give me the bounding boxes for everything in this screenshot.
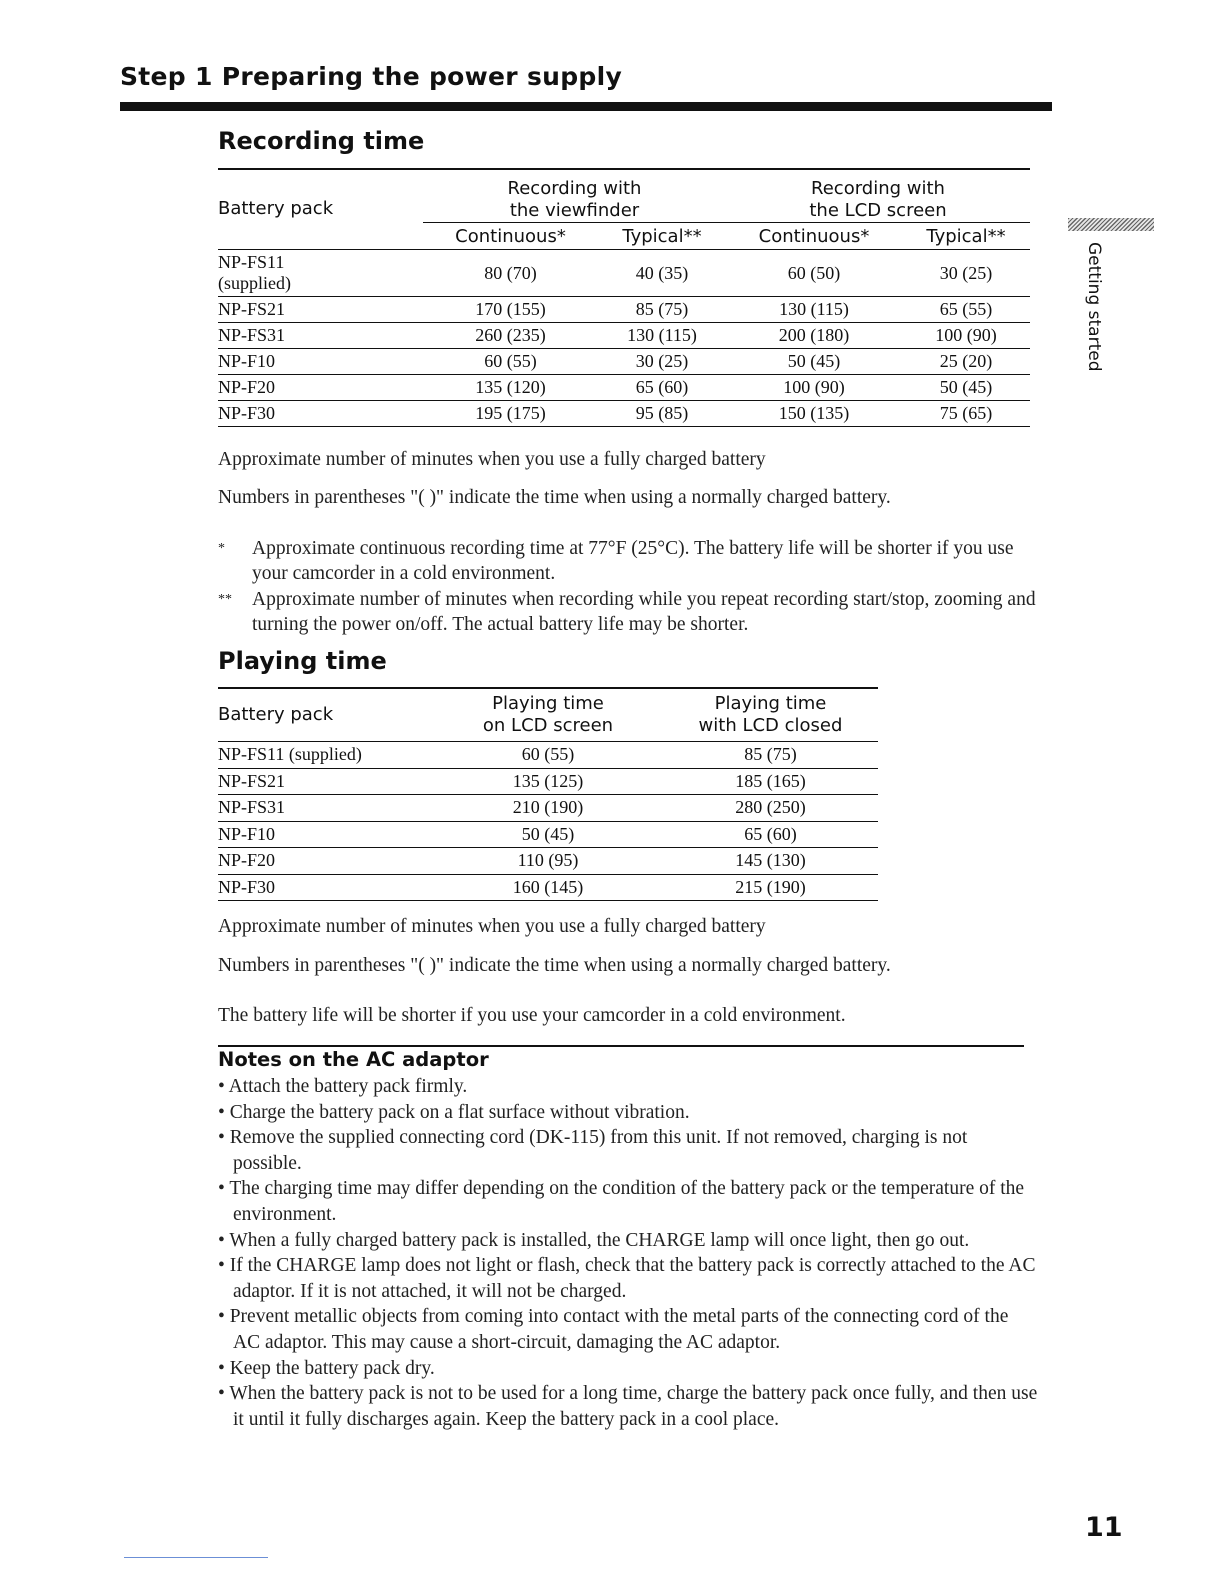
battery-pack-name: NP-FS11 xyxy=(218,252,285,272)
value-cell: 210 (190) xyxy=(433,795,663,822)
value-cell: 160 (145) xyxy=(433,874,663,901)
value-cell: 25 (20) xyxy=(902,349,1030,375)
battery-pack-cell: NP-F10 xyxy=(218,821,433,848)
value-cell: 200 (180) xyxy=(726,323,902,349)
recording-note-parentheses: Numbers in parentheses "( )" indicate the time when using a normally charged battery. xyxy=(218,487,891,508)
col-header-typical-lcd: Typical** xyxy=(902,223,1030,250)
battery-pack-cell: NP-FS31 xyxy=(218,795,433,822)
battery-pack-supplied: (supplied) xyxy=(218,273,291,293)
list-item: • Charge the battery pack on a flat surface without vibration. xyxy=(218,1101,690,1123)
battery-pack-cell xyxy=(218,250,423,297)
value-cell: 185 (165) xyxy=(663,768,878,795)
value-cell: 150 (135) xyxy=(726,401,902,427)
footnote-1-mark: * xyxy=(218,541,225,556)
col-header-continuous-lcd: Continuous* xyxy=(726,223,902,250)
table-row xyxy=(218,821,878,848)
col-header-battery-pack: Battery pack xyxy=(218,197,334,219)
side-tab-label xyxy=(1080,242,1106,382)
recording-footnote-1 xyxy=(218,536,1048,586)
playing-time-title: Playing time xyxy=(218,647,387,675)
value-cell: 65 (55) xyxy=(902,297,1030,323)
value-cell: 50 (45) xyxy=(902,375,1030,401)
value-cell: 30 (25) xyxy=(902,250,1030,297)
value-cell: 130 (115) xyxy=(726,297,902,323)
table-row xyxy=(218,297,1030,323)
table-row xyxy=(218,795,878,822)
list-item: • When the battery pack is not to be used for a long time, charge the battery pack once fully, and then use it until it fully discharges again. Keep the battery pack in a cool place. xyxy=(218,1383,1038,1430)
table-row xyxy=(218,742,878,769)
value-cell: 145 (130) xyxy=(663,848,878,875)
list-item: • Attach the battery pack firmly. xyxy=(218,1076,468,1097)
col-header-lcd-screen xyxy=(433,688,663,742)
value-cell: 135 (125) xyxy=(433,768,663,795)
col-header-battery-pack: Battery pack xyxy=(218,688,433,742)
value-cell: 30 (25) xyxy=(598,349,726,375)
recording-time-title: Recording time xyxy=(218,127,425,155)
value-cell: 85 (75) xyxy=(663,742,878,769)
value-cell: 50 (45) xyxy=(433,821,663,848)
table-row xyxy=(218,768,878,795)
col-header-typical-viewfinder: Typical** xyxy=(598,223,726,250)
col-group-viewfinder xyxy=(423,169,726,223)
value-cell: 135 (120) xyxy=(423,375,598,401)
list-item: • Prevent metallic objects from coming into contact with the metal parts of the connecting cord of the AC adaptor. This may cause a short-circuit, damaging the AC adaptor. xyxy=(218,1306,1009,1353)
col-header-lcd-closed xyxy=(663,688,878,742)
value-cell: 100 (90) xyxy=(726,375,902,401)
value-cell: 65 (60) xyxy=(598,375,726,401)
col-group-lcd-line1: Recording with xyxy=(811,178,945,199)
battery-pack-cell: NP-F30 xyxy=(218,401,423,427)
footnote-2-text: Approximate number of minutes when recording while you repeat recording start/stop, zooming and turning the power on/off. The actual battery life may be shorter. xyxy=(252,589,1036,635)
value-cell: 280 (250) xyxy=(663,795,878,822)
recording-time-table xyxy=(218,168,1030,427)
playing-note-parentheses: Numbers in parentheses "( )" indicate the time when using a normally charged battery. xyxy=(218,955,891,976)
notes-title: Notes on the AC adaptor xyxy=(218,1048,489,1071)
table-row xyxy=(218,401,1030,427)
value-cell: 75 (65) xyxy=(902,401,1030,427)
col-header-lcd-closed-line2: with LCD closed xyxy=(698,715,843,736)
value-cell: 100 (90) xyxy=(902,323,1030,349)
value-cell: 170 (155) xyxy=(423,297,598,323)
col-group-viewfinder-line2: the viewfinder xyxy=(509,200,640,221)
col-header-lcd-screen-line2: on LCD screen xyxy=(482,715,614,736)
value-cell: 60 (55) xyxy=(423,349,598,375)
battery-pack-cell: NP-FS21 xyxy=(218,297,423,323)
battery-pack-cell: NP-F30 xyxy=(218,874,433,901)
battery-pack-cell: NP-F10 xyxy=(218,349,423,375)
col-header-continuous-viewfinder: Continuous* xyxy=(423,223,598,250)
col-group-lcd xyxy=(726,169,1030,223)
footnote-1-text: Approximate continuous recording time at 77°F (25°C). The battery life will be shorter if you use your camcorder in a cold environment. xyxy=(252,538,1014,584)
value-cell: 85 (75) xyxy=(598,297,726,323)
value-cell: 65 (60) xyxy=(663,821,878,848)
side-tab-hatch xyxy=(1068,218,1154,231)
list-item: • When a fully charged battery pack is installed, the CHARGE lamp will once light, then go out. xyxy=(218,1229,970,1251)
value-cell: 195 (175) xyxy=(423,401,598,427)
col-group-lcd-line2: the LCD screen xyxy=(809,200,947,221)
battery-pack-cell: NP-F20 xyxy=(218,848,433,875)
table-row xyxy=(218,349,1030,375)
notes-rule xyxy=(218,1045,1024,1047)
value-cell: 130 (115) xyxy=(598,323,726,349)
col-header-lcd-screen-line1: Playing time xyxy=(492,693,604,714)
page-number: 11 xyxy=(1085,1512,1123,1543)
value-cell: 60 (50) xyxy=(726,250,902,297)
header-rule xyxy=(120,102,1052,111)
table-row xyxy=(218,848,878,875)
value-cell: 60 (55) xyxy=(433,742,663,769)
value-cell: 50 (45) xyxy=(726,349,902,375)
list-item: • If the CHARGE lamp does not light or flash, check that the battery pack is correctly attached to the AC adaptor. If it is not attached, it will not be charged. xyxy=(218,1255,1036,1302)
battery-pack-cell: NP-FS21 xyxy=(218,768,433,795)
battery-pack-cell: NP-FS31 xyxy=(218,323,423,349)
recording-footnote-2 xyxy=(218,587,1048,637)
table-row xyxy=(218,375,1030,401)
value-cell: 95 (85) xyxy=(598,401,726,427)
playing-time-table xyxy=(218,687,878,901)
bottom-link-line xyxy=(124,1557,268,1558)
value-cell: 40 (35) xyxy=(598,250,726,297)
battery-pack-cell: NP-F20 xyxy=(218,375,423,401)
value-cell: 260 (235) xyxy=(423,323,598,349)
list-item: • The charging time may differ depending on the condition of the battery pack or the temperature of the environment. xyxy=(218,1178,1025,1225)
playing-note-fully-charged: Approximate number of minutes when you use a fully charged battery xyxy=(218,916,766,937)
recording-note-fully-charged: Approximate number of minutes when you use a fully charged battery xyxy=(218,449,766,470)
footnote-2-mark: ** xyxy=(218,592,232,607)
list-item: • Remove the supplied connecting cord (DK-115) from this unit. If not removed, charging is not possible. xyxy=(218,1127,968,1174)
table-row xyxy=(218,250,1030,297)
notes-list xyxy=(218,1074,1038,1432)
value-cell: 110 (95) xyxy=(433,848,663,875)
col-header-lcd-closed-line1: Playing time xyxy=(714,693,827,714)
table-row xyxy=(218,874,878,901)
col-group-viewfinder-line1: Recording with xyxy=(507,178,642,199)
playing-note-cold: The battery life will be shorter if you use your camcorder in a cold environment. xyxy=(218,1005,846,1026)
value-cell: 215 (190) xyxy=(663,874,878,901)
value-cell: 80 (70) xyxy=(423,250,598,297)
battery-pack-cell: NP-FS11 (supplied) xyxy=(218,742,433,769)
page-header: Step 1 Preparing the power supply xyxy=(120,62,623,91)
list-item: • Keep the battery pack dry. xyxy=(218,1357,435,1379)
side-tab-text: Getting started xyxy=(1084,242,1104,372)
table-row xyxy=(218,323,1030,349)
